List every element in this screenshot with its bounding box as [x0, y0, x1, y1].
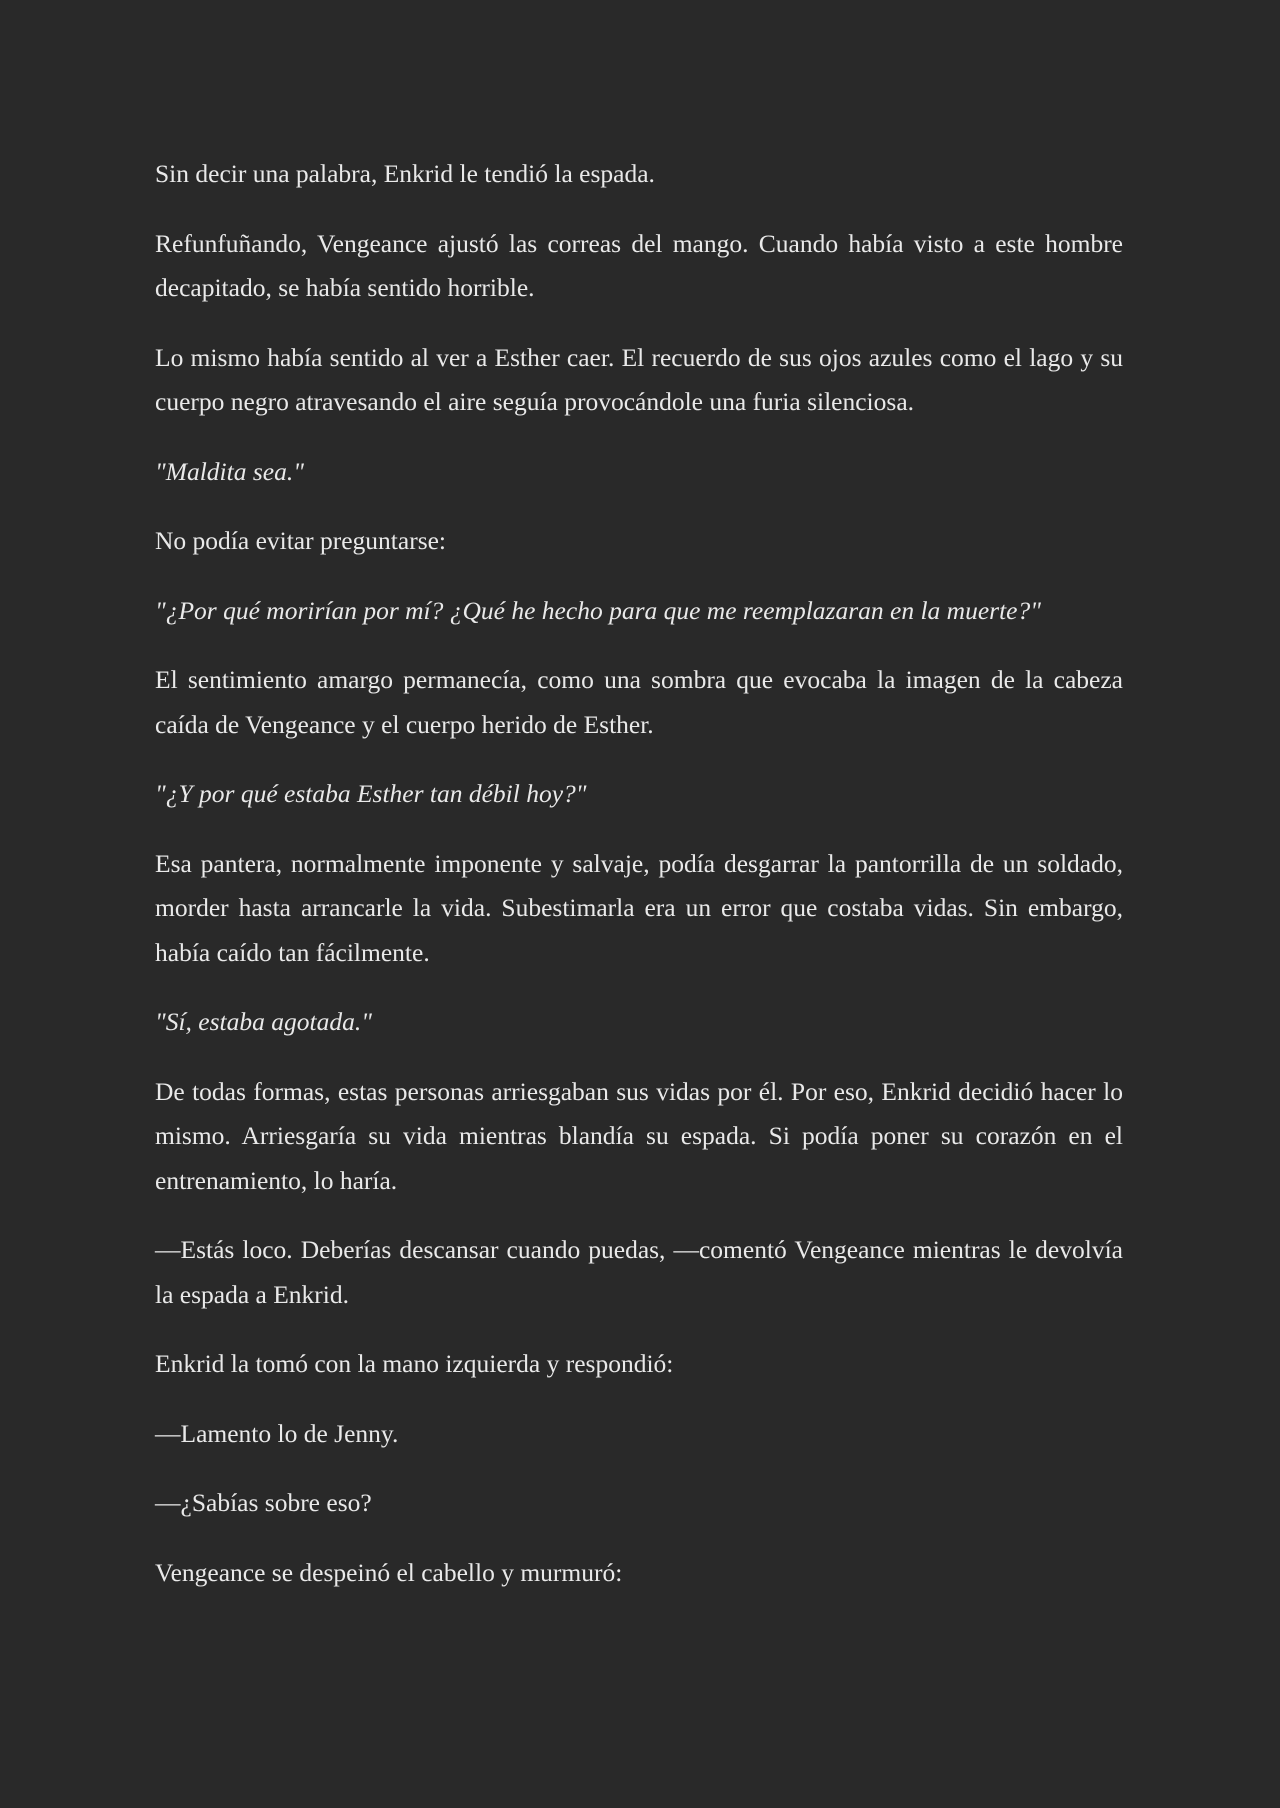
paragraph-11: De todas formas, estas personas arriesgaban sus vidas por él. Por eso, Enkrid decidió hacer lo mismo. Arriesgaría su vida mientras blandía su espada. Si podía poner su corazón en el entrenamiento, lo haría. — [155, 1076, 1123, 1195]
dialogue-estas-loco: —Estás loco. Deberías descansar cuando puedas, —comentó Vengeance mientras le devolvía la espada a Enkrid. — [155, 1235, 1123, 1309]
thought-maldita-sea: "Maldita sea." — [155, 456, 304, 486]
thought-estaba-agotada: "Sí, estaba agotada." — [155, 1007, 372, 1036]
paragraph-3: Lo mismo había sentido al ver a Esther caer. El recuerdo de sus ojos azules como el lago y su cuerpo negro atravesando el aire seguía provocándole una furia silenciosa. — [155, 342, 1123, 416]
thought-por-que-moririan: "¿Por qué morirían por mí? ¿Qué he hecho para que me reemplazaran en la muerte?" — [155, 595, 1041, 625]
dialogue-lamento-jenny: —Lamento lo de Jenny. — [155, 1418, 399, 1448]
chapter-text — [155, 152, 1123, 1620]
paragraph-9: Esa pantera, normalmente imponente y salvaje, podía desgarrar la pantorrilla de un soldado, morder hasta arrancarle la vida. Subestimarla era un error que costaba vidas. Sin embargo, había caído tan fácilmente. — [155, 848, 1123, 967]
paragraph-1: Sin decir una palabra, Enkrid le tendió la espada. — [155, 159, 655, 188]
paragraph-2: Refunfuñando, Vengeance ajustó las correas del mango. Cuando había visto a este hombre decapitado, se había sentido horrible. — [155, 228, 1123, 302]
paragraph-7: El sentimiento amargo permanecía, como una sombra que evocaba la imagen de la cabeza caída de Vengeance y el cuerpo herido de Esther. — [155, 665, 1123, 739]
thought-esther-debil: "¿Y por qué estaba Esther tan débil hoy?" — [155, 779, 587, 808]
paragraph-13: Enkrid la tomó con la mano izquierda y respondió: — [155, 1349, 674, 1378]
paragraph-5: No podía evitar preguntarse: — [155, 526, 447, 555]
dialogue-sabias-sobre-eso: —¿Sabías sobre eso? — [155, 1488, 372, 1517]
paragraph-16: Vengeance se despeinó el cabello y murmuró: — [155, 1557, 623, 1587]
